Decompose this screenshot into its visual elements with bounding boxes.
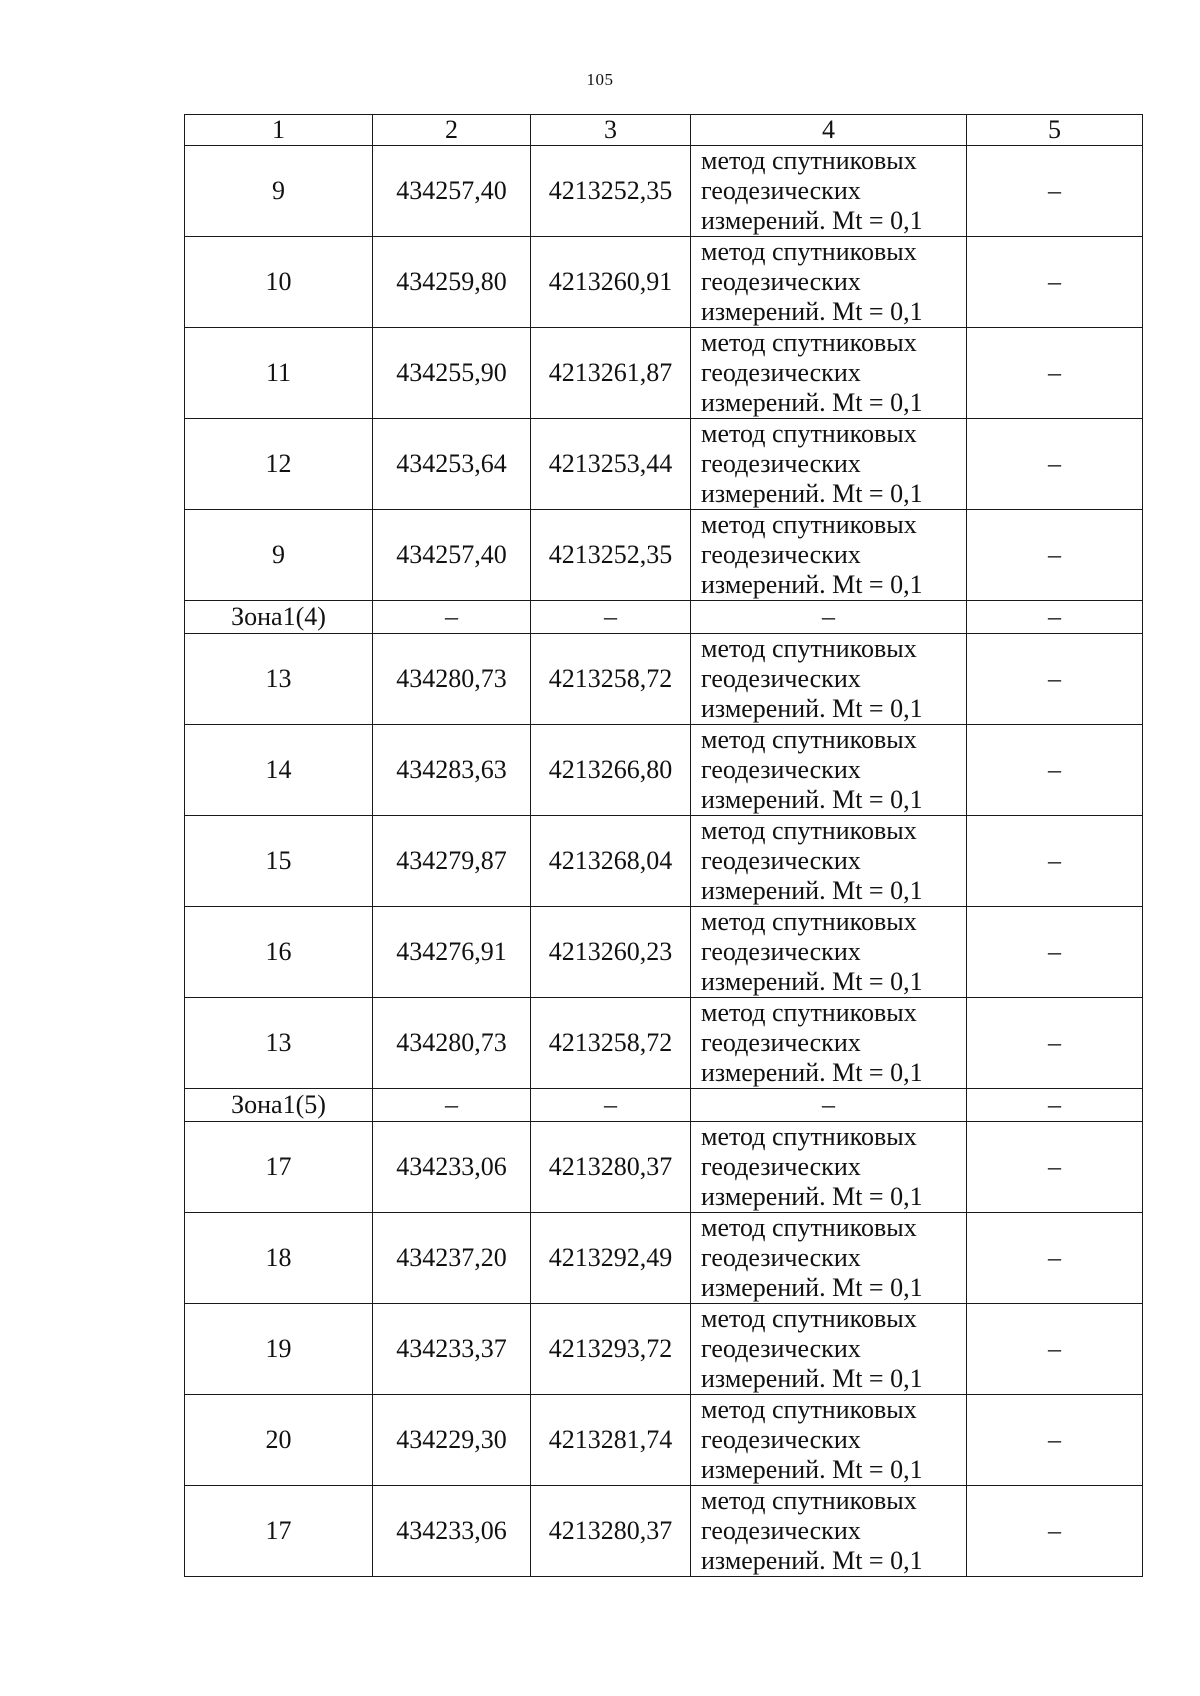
table-row bbox=[185, 510, 1143, 601]
header-col-4: 4 bbox=[691, 115, 967, 146]
point-note: – bbox=[967, 419, 1143, 510]
coordinate-x: 434257,40 bbox=[373, 510, 531, 601]
method-line: измерений. Mt = 0,1 bbox=[701, 1273, 923, 1302]
table-row bbox=[185, 1213, 1143, 1304]
method-line: метод спутниковых bbox=[701, 998, 917, 1027]
point-note: – bbox=[967, 237, 1143, 328]
table-row bbox=[185, 328, 1143, 419]
point-note: – bbox=[967, 1304, 1143, 1395]
table-row bbox=[185, 1122, 1143, 1213]
method-line: метод спутниковых bbox=[701, 1395, 917, 1424]
coordinate-x: 434280,73 bbox=[373, 998, 531, 1089]
coordinate-x: 434259,80 bbox=[373, 237, 531, 328]
method-line: метод спутниковых bbox=[701, 1122, 917, 1151]
measurement-method bbox=[691, 1395, 967, 1486]
method-line: геодезических bbox=[701, 1243, 861, 1272]
point-note: – bbox=[967, 816, 1143, 907]
measurement-method bbox=[691, 1213, 967, 1304]
method-line: геодезических bbox=[701, 176, 861, 205]
point-number: 20 bbox=[185, 1395, 373, 1486]
coordinate-y: – bbox=[531, 601, 691, 634]
zone-row bbox=[185, 601, 1143, 634]
method-line: измерений. Mt = 0,1 bbox=[701, 1546, 923, 1575]
method-line: метод спутниковых bbox=[701, 1304, 917, 1333]
coordinate-x: 434229,30 bbox=[373, 1395, 531, 1486]
method-line: геодезических bbox=[701, 449, 861, 478]
method-line: метод спутниковых bbox=[701, 419, 917, 448]
point-number: 9 bbox=[185, 510, 373, 601]
method-line: измерений. Mt = 0,1 bbox=[701, 876, 923, 905]
method-line: измерений. Mt = 0,1 bbox=[701, 570, 923, 599]
coordinate-x: 434253,64 bbox=[373, 419, 531, 510]
coordinate-x: 434233,37 bbox=[373, 1304, 531, 1395]
point-note: – bbox=[967, 998, 1143, 1089]
measurement-method bbox=[691, 510, 967, 601]
table-row bbox=[185, 237, 1143, 328]
coordinate-y: 4213258,72 bbox=[531, 634, 691, 725]
method-line: геодезических bbox=[701, 1028, 861, 1057]
measurement-method bbox=[691, 1486, 967, 1577]
header-col-2: 2 bbox=[373, 115, 531, 146]
point-note: – bbox=[967, 328, 1143, 419]
point-number: 16 bbox=[185, 907, 373, 998]
point-note: – bbox=[967, 1213, 1143, 1304]
method-line: измерений. Mt = 0,1 bbox=[701, 479, 923, 508]
point-note: – bbox=[967, 1089, 1143, 1122]
point-note: – bbox=[967, 634, 1143, 725]
header-col-1: 1 bbox=[185, 115, 373, 146]
method-line: геодезических bbox=[701, 1334, 861, 1363]
point-note: – bbox=[967, 725, 1143, 816]
coordinate-y: 4213293,72 bbox=[531, 1304, 691, 1395]
point-note: – bbox=[967, 601, 1143, 634]
coordinate-y: 4213280,37 bbox=[531, 1122, 691, 1213]
zone-row bbox=[185, 1089, 1143, 1122]
method-line: метод спутниковых bbox=[701, 146, 917, 175]
point-number: 13 bbox=[185, 998, 373, 1089]
coordinate-x: 434283,63 bbox=[373, 725, 531, 816]
method-line: метод спутниковых bbox=[701, 328, 917, 357]
method-line: измерений. Mt = 0,1 bbox=[701, 1058, 923, 1087]
method-line: измерений. Mt = 0,1 bbox=[701, 785, 923, 814]
method-line: метод спутниковых bbox=[701, 634, 917, 663]
measurement-method bbox=[691, 1122, 967, 1213]
table-row bbox=[185, 907, 1143, 998]
measurement-method bbox=[691, 816, 967, 907]
measurement-method bbox=[691, 634, 967, 725]
table-row bbox=[185, 1486, 1143, 1577]
method-line: геодезических bbox=[701, 664, 861, 693]
point-note: – bbox=[967, 510, 1143, 601]
coordinate-x: 434276,91 bbox=[373, 907, 531, 998]
measurement-method: – bbox=[691, 601, 967, 634]
table-row bbox=[185, 419, 1143, 510]
table-body bbox=[185, 146, 1143, 1577]
point-number: 11 bbox=[185, 328, 373, 419]
coordinates-table bbox=[184, 114, 1143, 1577]
zone-label: Зона1(4) bbox=[185, 601, 373, 634]
coordinate-y: 4213258,72 bbox=[531, 998, 691, 1089]
coordinate-x: 434279,87 bbox=[373, 816, 531, 907]
coordinate-y: 4213260,23 bbox=[531, 907, 691, 998]
table-row bbox=[185, 146, 1143, 237]
measurement-method bbox=[691, 146, 967, 237]
coordinate-x: 434237,20 bbox=[373, 1213, 531, 1304]
point-number: 17 bbox=[185, 1122, 373, 1213]
method-line: измерений. Mt = 0,1 bbox=[701, 297, 923, 326]
table-row bbox=[185, 998, 1143, 1089]
measurement-method bbox=[691, 419, 967, 510]
point-number: 15 bbox=[185, 816, 373, 907]
header-col-3: 3 bbox=[531, 115, 691, 146]
measurement-method bbox=[691, 907, 967, 998]
zone-label: Зона1(5) bbox=[185, 1089, 373, 1122]
table-row bbox=[185, 1395, 1143, 1486]
coordinate-x: – bbox=[373, 601, 531, 634]
coordinate-y: 4213261,87 bbox=[531, 328, 691, 419]
method-line: метод спутниковых bbox=[701, 1213, 917, 1242]
table-row bbox=[185, 1304, 1143, 1395]
method-line: геодезических bbox=[701, 358, 861, 387]
coordinate-x: – bbox=[373, 1089, 531, 1122]
table-row bbox=[185, 816, 1143, 907]
coordinate-x: 434280,73 bbox=[373, 634, 531, 725]
coordinate-y: 4213260,91 bbox=[531, 237, 691, 328]
measurement-method: – bbox=[691, 1089, 967, 1122]
coordinate-x: 434233,06 bbox=[373, 1486, 531, 1577]
point-number: 10 bbox=[185, 237, 373, 328]
method-line: метод спутниковых bbox=[701, 907, 917, 936]
coordinate-y: 4213281,74 bbox=[531, 1395, 691, 1486]
point-number: 14 bbox=[185, 725, 373, 816]
method-line: измерений. Mt = 0,1 bbox=[701, 1455, 923, 1484]
coordinate-y: 4213292,49 bbox=[531, 1213, 691, 1304]
coordinate-y: 4213252,35 bbox=[531, 510, 691, 601]
method-line: геодезических bbox=[701, 1152, 861, 1181]
method-line: геодезических bbox=[701, 540, 861, 569]
method-line: метод спутниковых bbox=[701, 1486, 917, 1515]
method-line: измерений. Mt = 0,1 bbox=[701, 694, 923, 723]
method-line: геодезических bbox=[701, 846, 861, 875]
method-line: геодезических bbox=[701, 1425, 861, 1454]
coordinate-y: 4213253,44 bbox=[531, 419, 691, 510]
measurement-method bbox=[691, 328, 967, 419]
point-number: 18 bbox=[185, 1213, 373, 1304]
point-number: 17 bbox=[185, 1486, 373, 1577]
method-line: измерений. Mt = 0,1 bbox=[701, 388, 923, 417]
header-col-5: 5 bbox=[967, 115, 1143, 146]
method-line: измерений. Mt = 0,1 bbox=[701, 967, 923, 996]
point-number: 19 bbox=[185, 1304, 373, 1395]
method-line: геодезических bbox=[701, 755, 861, 784]
coordinate-y: 4213280,37 bbox=[531, 1486, 691, 1577]
coordinate-y: 4213266,80 bbox=[531, 725, 691, 816]
measurement-method bbox=[691, 237, 967, 328]
point-note: – bbox=[967, 1122, 1143, 1213]
method-line: метод спутниковых bbox=[701, 816, 917, 845]
table-row bbox=[185, 725, 1143, 816]
method-line: геодезических bbox=[701, 937, 861, 966]
method-line: измерений. Mt = 0,1 bbox=[701, 1182, 923, 1211]
point-note: – bbox=[967, 907, 1143, 998]
coordinate-x: 434255,90 bbox=[373, 328, 531, 419]
coordinate-y: – bbox=[531, 1089, 691, 1122]
table-row bbox=[185, 634, 1143, 725]
measurement-method bbox=[691, 1304, 967, 1395]
method-line: измерений. Mt = 0,1 bbox=[701, 206, 923, 235]
point-number: 12 bbox=[185, 419, 373, 510]
coordinate-y: 4213268,04 bbox=[531, 816, 691, 907]
method-line: метод спутниковых bbox=[701, 725, 917, 754]
method-line: геодезических bbox=[701, 1516, 861, 1545]
point-number: 13 bbox=[185, 634, 373, 725]
measurement-method bbox=[691, 998, 967, 1089]
point-number: 9 bbox=[185, 146, 373, 237]
page-number: 105 bbox=[586, 70, 614, 89]
coordinate-x: 434233,06 bbox=[373, 1122, 531, 1213]
measurement-method bbox=[691, 725, 967, 816]
point-note: – bbox=[967, 1486, 1143, 1577]
method-line: геодезических bbox=[701, 267, 861, 296]
method-line: метод спутниковых bbox=[701, 237, 917, 266]
point-note: – bbox=[967, 1395, 1143, 1486]
method-line: метод спутниковых bbox=[701, 510, 917, 539]
point-note: – bbox=[967, 146, 1143, 237]
coordinate-x: 434257,40 bbox=[373, 146, 531, 237]
table-header-row bbox=[185, 115, 1143, 146]
method-line: измерений. Mt = 0,1 bbox=[701, 1364, 923, 1393]
coordinate-y: 4213252,35 bbox=[531, 146, 691, 237]
